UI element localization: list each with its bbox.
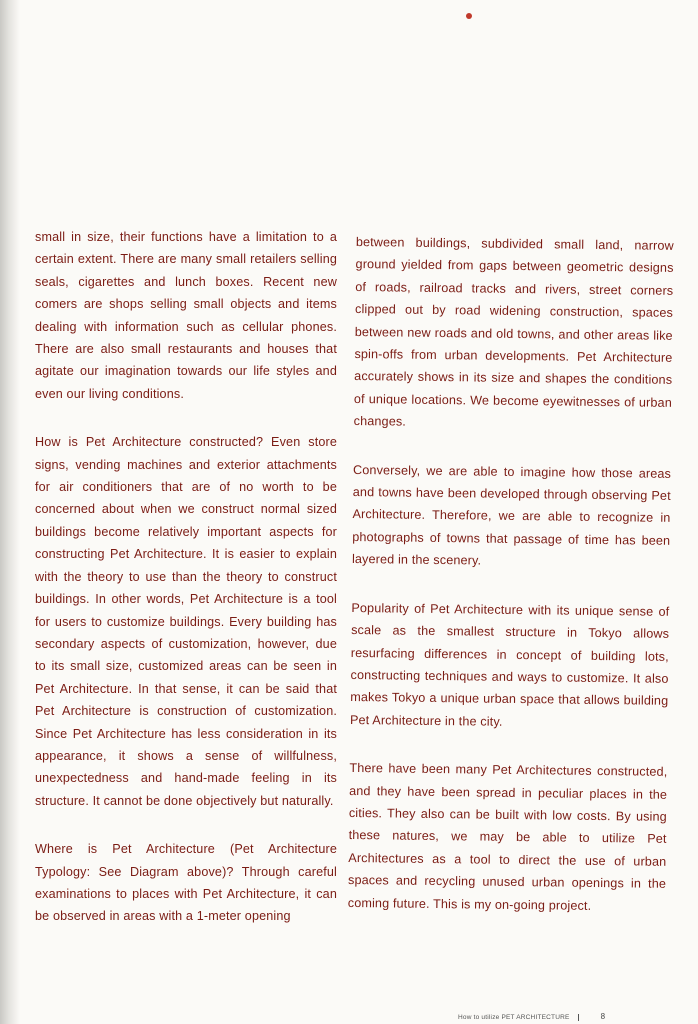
page-footer	[458, 1012, 698, 1024]
page-number: 8	[600, 1012, 606, 1021]
left-paragraph-2: How is Pet Architecture constructed? Even store signs, vending machines and exterior attachments for air conditioners that are of no worth to be concerned about when we construct normal sized buildings become relatively important aspects for constructing Pet Architecture. It is easier to explain with the theory to use than the theory to construct buildings. In other words, Pet Architecture is a tool for users to customize buildings. Every building has secondary aspects of customization, however, due to its small size, customized areas can be seen in Pet Architecture. In that sense, it can be said that Pet Architecture is construction of customization. Since Pet Architecture has less consideration in its appearance, it shows a sense of willfulness, unexpectedness and hand-made feeling in its structure. It cannot be done objectively but naturally.	[35, 435, 337, 808]
ink-speck	[466, 13, 472, 19]
left-text-column	[35, 226, 337, 928]
right-paragraph-2: Conversely, we are able to imagine how those areas and towns have been developed through observing Pet Architecture. Therefore, we are able to recognize in photographs of towns that passage of time has been layered in the scenery.	[351, 462, 672, 568]
left-paragraph-3: Where is Pet Architecture (Pet Architecture Typology: See Diagram above)? Through careful examinations to places with Pet Architecture, it can be observed in areas with a 1-meter opening	[35, 842, 337, 924]
left-paragraph-1: small in size, their functions have a limitation to a certain extent. There are many small retailers selling seals, cigarettes and lunch boxes. Recent new comers are shops selling small objects and items dealing with information such as cellular phones. There are also small restaurants and houses that agitate our imagination towards our life styles and even our living conditions.	[35, 230, 337, 401]
running-title: How to utilize PET ARCHITECTURE	[458, 1014, 570, 1021]
right-paragraph-1: between buildings, subdivided small land, narrow ground yielded from gaps between geometric designs of roads, railroad tracks and rivers, street corners clipped out by road widening construction, spaces between new roads and old towns, and other areas like spin-offs from urban developments. Pet Architecture accurately shows in its size and shapes the conditions of unique locations. We become eyewitnesses of urban changes.	[353, 234, 674, 429]
page-gutter-shadow	[0, 0, 20, 1024]
right-paragraph-4: There have been many Pet Architectures constructed, and they have been spread in peculiar places in the cities. They also can be built with low costs. By using these natures, we may be able to utilize Pet Architectures as a tool to direct the use of urban spaces and recycling unused urban openings in the coming future. This is my on-going project.	[347, 761, 668, 913]
footer-divider	[578, 1014, 579, 1021]
right-paragraph-3: Popularity of Pet Architecture with its unique sense of scale as the smallest structure in Tokyo allows resurfacing differences in concept of building lots, constructing techniques and ways to customize. It also makes Tokyo a unique urban space that allows building Pet Architecture in the city.	[349, 600, 670, 729]
right-text-column	[348, 231, 674, 918]
